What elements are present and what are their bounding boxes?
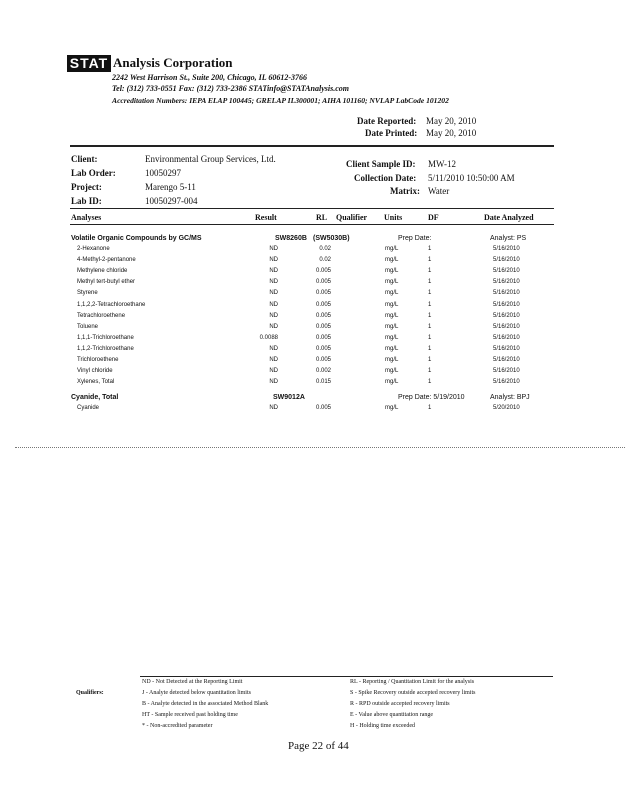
column-divider	[70, 224, 554, 225]
date-analyzed-value: 5/16/2010	[493, 357, 520, 363]
table-row	[0, 246, 639, 257]
collection-date-value: 5/11/2010 10:50:00 AM	[428, 173, 515, 183]
qualifier-j: J - Analyte detected below quantitation limits	[142, 690, 251, 696]
units-value: mg/L	[385, 368, 399, 375]
company-name: Analysis Corporation	[113, 55, 233, 70]
table-row	[0, 405, 639, 416]
col-df: DF	[428, 213, 439, 222]
section-voc-analyst: Analyst: PS	[490, 235, 527, 242]
rl-value: 0.002	[315, 368, 331, 375]
date-analyzed-value: 5/16/2010	[493, 246, 520, 252]
df-value: 1	[428, 379, 432, 386]
date-printed-value: May 20, 2010	[426, 128, 477, 138]
qualifier-s: S - Spike Recovery outside accepted recovery limits	[350, 690, 476, 696]
analyte-name: Methylene chloride	[77, 268, 128, 275]
table-row	[0, 290, 639, 301]
df-value: 1	[428, 312, 432, 319]
analyte-name: Toluene	[77, 323, 99, 330]
header-divider	[70, 145, 554, 147]
table-row	[0, 313, 639, 324]
result-value: ND	[269, 279, 278, 286]
result-value: ND	[269, 405, 278, 411]
qualifier-e: E - Value above quantitation range	[350, 712, 434, 718]
qualifier-nd: ND - Not Detected at the Reporting Limit	[142, 679, 243, 685]
analyte-name: 4-Methyl-2-pentanone	[77, 257, 136, 264]
table-row	[0, 379, 639, 390]
rl-value: 0.005	[315, 357, 331, 363]
section-voc-method: SW8260B	[275, 235, 307, 242]
units-value: mg/L	[385, 257, 399, 264]
result-value: ND	[269, 290, 278, 297]
client-value: Environmental Group Services, Ltd.	[145, 154, 276, 164]
rl-value: 0.005	[315, 334, 331, 341]
lab-order-label: Lab Order:	[71, 168, 116, 178]
date-analyzed-value: 5/16/2010	[493, 334, 520, 341]
section-voc-prep-date: Prep Date:	[398, 235, 432, 242]
date-analyzed-value: 5/20/2010	[493, 405, 520, 411]
analyte-name: 1,1,2-Trichloroethane	[77, 345, 134, 352]
rl-value: 0.005	[315, 323, 331, 330]
section-voc-prep-method: (SW5030B)	[313, 235, 350, 242]
df-value: 1	[428, 323, 432, 330]
result-value: ND	[269, 301, 278, 308]
info-divider	[70, 208, 554, 209]
date-reported-label: Date Reported:	[357, 116, 417, 126]
col-result: Result	[255, 213, 277, 222]
units-value: mg/L	[385, 379, 399, 386]
units-value: mg/L	[385, 405, 399, 411]
analyte-name: Vinyl chloride	[77, 368, 113, 375]
df-value: 1	[428, 345, 432, 352]
result-value: ND	[269, 379, 278, 386]
client-sample-id-label: Client Sample ID:	[346, 159, 416, 169]
col-analyses: Analyses	[71, 213, 102, 222]
date-reported-value: May 20, 2010	[426, 116, 477, 126]
date-analyzed-value: 5/16/2010	[493, 323, 520, 330]
collection-date-label: Collection Date:	[354, 173, 417, 183]
result-value: ND	[269, 268, 278, 275]
rl-value: 0.005	[315, 290, 331, 297]
table-row	[0, 302, 639, 313]
accreditation-numbers: Accreditation Numbers: IEPA ELAP 100445; GRELAP IL300001; AIHA 101160; NVLAP LabCode 101202	[112, 96, 449, 105]
client-label: Client:	[71, 154, 98, 164]
units-value: mg/L	[385, 290, 399, 297]
units-value: mg/L	[385, 312, 399, 319]
units-value: mg/L	[385, 345, 399, 352]
df-value: 1	[428, 290, 432, 297]
qualifier-h: H - Holding time exceeded	[350, 723, 415, 729]
units-value: mg/L	[385, 301, 399, 308]
date-analyzed-value: 5/16/2010	[493, 368, 520, 375]
rl-value: 0.005	[315, 345, 331, 352]
rl-value: 0.005	[315, 301, 331, 308]
units-value: mg/L	[385, 279, 399, 286]
df-value: 1	[428, 368, 432, 375]
col-rl: RL	[316, 213, 328, 222]
df-value: 1	[428, 334, 432, 341]
df-value: 1	[428, 405, 432, 411]
qualifier-ht: HT - Sample received past holding time	[142, 712, 238, 718]
analyte-name: Cyanide	[77, 405, 100, 411]
date-analyzed-value: 5/16/2010	[493, 268, 520, 275]
result-value: ND	[269, 323, 278, 330]
lab-order-value: 10050297	[145, 168, 181, 178]
df-value: 1	[428, 357, 432, 363]
analyte-name: 2-Hexanone	[77, 246, 110, 252]
section-cyanide-analyst: Analyst: BPJ	[490, 394, 530, 401]
qualifier-asterisk: * - Non-accredited parameter	[142, 723, 213, 729]
table-row	[0, 257, 639, 268]
rl-value: 0.005	[315, 279, 331, 286]
date-analyzed-value: 5/16/2010	[493, 290, 520, 297]
date-printed-label: Date Printed:	[365, 128, 418, 138]
stat-logo: STAT	[67, 55, 111, 72]
lab-id-value: 10050297-004	[145, 196, 198, 206]
result-value: ND	[269, 246, 278, 252]
col-date-analyzed: Date Analyzed	[484, 213, 534, 222]
date-analyzed-value: 5/16/2010	[493, 379, 520, 386]
footer-divider	[140, 676, 553, 677]
qualifier-r: R - RPD outside accepted recovery limits	[350, 701, 450, 707]
df-value: 1	[428, 279, 432, 286]
analyte-name: Trichloroethene	[77, 357, 119, 363]
date-analyzed-value: 5/16/2010	[493, 301, 520, 308]
units-value: mg/L	[385, 323, 399, 330]
table-row	[0, 335, 639, 346]
page-number: Page 22 of 44	[288, 740, 349, 752]
table-row	[0, 368, 639, 379]
date-analyzed-value: 5/16/2010	[493, 257, 520, 264]
units-value: mg/L	[385, 246, 399, 252]
table-row	[0, 357, 639, 368]
df-value: 1	[428, 301, 432, 308]
units-value: mg/L	[385, 268, 399, 275]
col-units: Units	[384, 213, 403, 222]
date-analyzed-value: 5/16/2010	[493, 279, 520, 286]
table-row	[0, 346, 639, 357]
date-analyzed-value: 5/16/2010	[493, 345, 520, 352]
section-cyanide-title: Cyanide, Total	[71, 394, 119, 401]
table-row	[0, 268, 639, 279]
qualifier-rl: RL - Reporting / Quantitation Limit for the analysis	[350, 679, 475, 685]
rl-value: 0.005	[315, 405, 331, 411]
result-value: ND	[269, 368, 278, 375]
result-value: ND	[269, 257, 278, 264]
table-row	[0, 279, 639, 290]
qualifiers-label: Qualifiers:	[76, 690, 104, 696]
dotted-separator	[15, 447, 625, 448]
matrix-value: Water	[428, 186, 450, 196]
analyte-name: 1,1,2,2-Tetrachloroethane	[77, 301, 146, 308]
units-value: mg/L	[385, 357, 399, 363]
rl-value: 0.005	[315, 312, 331, 319]
df-value: 1	[428, 257, 432, 264]
units-value: mg/L	[385, 334, 399, 341]
section-cyanide-prep-date: Prep Date: 5/19/2010	[398, 394, 465, 401]
date-analyzed-value: 5/16/2010	[493, 312, 520, 319]
analyte-name: Xylenes, Total	[77, 379, 115, 386]
result-value: ND	[269, 312, 278, 319]
rl-value: 0.02	[319, 246, 331, 252]
rl-value: 0.02	[319, 257, 331, 264]
result-value: ND	[269, 357, 278, 363]
lab-id-label: Lab ID:	[71, 196, 102, 206]
section-voc-title: Volatile Organic Compounds by GC/MS	[71, 235, 202, 242]
qualifier-b: B - Analyte detected in the associated Method Blank	[142, 701, 269, 707]
company-address: 2242 West Harrison St., Suite 200, Chicago, IL 60612-3766	[112, 73, 307, 82]
client-sample-id-value: MW-12	[428, 159, 456, 169]
analyte-name: Methyl tert-butyl ether	[77, 279, 136, 286]
analyte-name: Tetrachloroethene	[77, 312, 126, 319]
analyte-name: Styrene	[77, 290, 98, 297]
result-value: ND	[269, 345, 278, 352]
table-row	[0, 324, 639, 335]
matrix-label: Matrix:	[390, 186, 420, 196]
rl-value: 0.005	[315, 268, 331, 275]
col-qualifier: Qualifier	[336, 213, 368, 222]
df-value: 1	[428, 246, 432, 252]
rl-value: 0.015	[315, 379, 331, 386]
analyte-name: 1,1,1-Trichloroethane	[77, 334, 134, 341]
project-label: Project:	[71, 182, 102, 192]
result-value: 0.0088	[259, 334, 278, 341]
df-value: 1	[428, 268, 432, 275]
project-value: Marengo 5-11	[145, 182, 196, 192]
company-contact: Tel: (312) 733-0551 Fax: (312) 733-2386 STATinfo@STATAnalysis.com	[112, 84, 349, 93]
section-cyanide-method: SW9012A	[273, 394, 305, 401]
